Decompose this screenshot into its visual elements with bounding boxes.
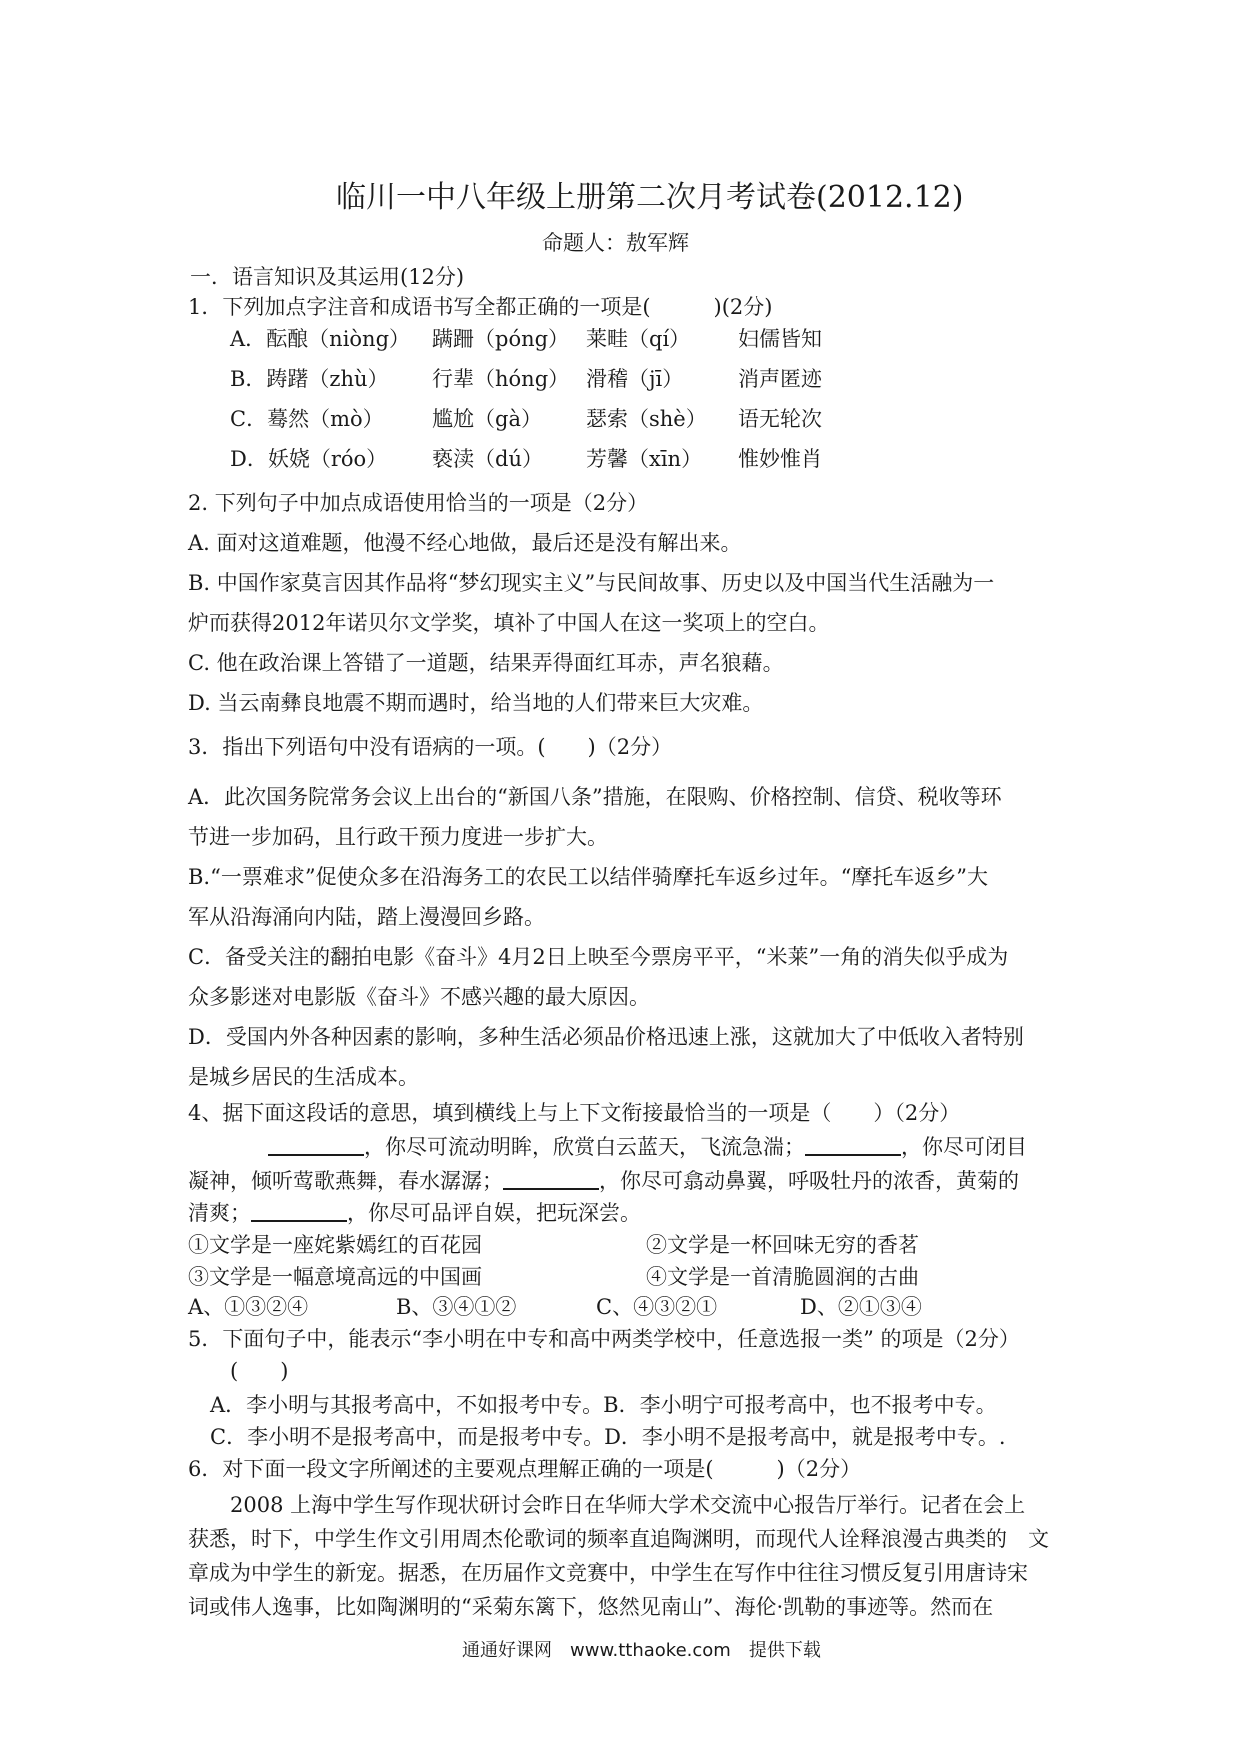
q2-line-3: 炉而获得2012年诺贝尔文学奖，填补了中国人在这一奖项上的空白。 (188, 611, 830, 635)
q1-a-2: 蹒跚（póng） (432, 327, 570, 351)
q4-choice-a: A、①③②④ (188, 1295, 309, 1319)
q1-a-1: A．酝酿（niòng） (230, 327, 411, 351)
q4-text: 清爽； (188, 1201, 251, 1225)
q1-c-2: 尴尬（gà） (432, 407, 542, 431)
q4-stem: 4、据下面这段话的意思，填到横线上与上下文衔接最恰当的一项是（ ）（2分） (188, 1101, 961, 1125)
q1-stem: 1．下列加点字注音和成语书写全都正确的一项是( )(2分) (188, 295, 773, 319)
fill-blank[interactable] (503, 1166, 599, 1190)
q4-item-3: ③文学是一幅意境高远的中国画 (188, 1265, 482, 1289)
q3-line-1: A．此次国务院常务会议上出台的“新国八条”措施，在限购、价格控制、信贷、税收等环 (188, 785, 1002, 809)
q6-line-2: 获悉，时下，中学生作文引用周杰伦歌词的频率直追陶渊明，而现代人诠释浪漫古典类的 文 (188, 1527, 1049, 1551)
q3-line-8: 是城乡居民的生活成本。 (188, 1065, 419, 1089)
q1-b-1: B．踌躇（zhù） (230, 367, 389, 391)
q1-a-4: 妇儒皆知 (738, 327, 822, 351)
q1-b-3: 滑稽（jī） (586, 367, 684, 391)
fill-blank[interactable] (268, 1132, 364, 1156)
q5-stem: 5．下面句子中，能表示“李小明在中专和高中两类学校中，任意选报一类” 的项是（2分） (188, 1327, 1020, 1351)
q4-item-4: ④文学是一首清脆圆润的古曲 (646, 1265, 919, 1289)
q4-passage-line-2 (188, 1166, 1019, 1196)
q5-options-line-1: A．李小明与其报考高中，不如报考中专。B．李小明宁可报考高中，也不报考中专。 (210, 1393, 997, 1417)
q4-text: ，你尽可翕动鼻翼，呼吸牡丹的浓香，黄菊的 (599, 1169, 1019, 1193)
fill-blank[interactable] (251, 1198, 347, 1222)
q3-line-6: 众多影迷对电影版《奋斗》不感兴趣的最大原因。 (188, 985, 650, 1009)
q5-options-line-2: C．李小明不是报考高中，而是报考中专。D．李小明不是报考高中，就是报考中专。. (210, 1425, 1006, 1449)
q4-item-1: ①文学是一座姹紫嫣红的百花园 (188, 1233, 482, 1257)
q4-passage-line-3 (188, 1198, 641, 1228)
q1-d-1: D．妖娆（róo） (230, 447, 388, 471)
q4-item-2: ②文学是一杯回味无穷的香茗 (646, 1233, 919, 1257)
q1-d-3: 芳馨（xīn） (586, 447, 703, 471)
page-title: 临川一中八年级上册第二次月考试卷(2012.12) (336, 180, 964, 215)
q1-b-2: 行辈（hóng） (432, 367, 570, 391)
author-line: 命题人：敖军辉 (542, 231, 689, 255)
q1-b-4: 消声匿迹 (738, 367, 822, 391)
q4-text: ，你尽可品评自娱，把玩深尝。 (347, 1201, 641, 1225)
q4-text: 凝神，倾听莺歌燕舞，春水潺潺； (188, 1169, 503, 1193)
section-heading: 一．语言知识及其运用(12分) (190, 265, 465, 289)
q5-answer-paren: ( ) (230, 1359, 289, 1383)
q4-choice-d: D、②①③④ (800, 1295, 922, 1319)
q6-line-4: 词或伟人逸事，比如陶渊明的“采菊东篱下，悠然见南山”、海伦·凯勒的事迹等。然而在 (188, 1595, 994, 1619)
q1-d-4: 惟妙惟肖 (738, 447, 822, 471)
q3-line-2: 节进一步加码，且行政干预力度进一步扩大。 (188, 825, 608, 849)
q1-c-3: 瑟索（shè） (586, 407, 707, 431)
q3-line-5: C．备受关注的翻拍电影《奋斗》4月2日上映至今票房平平，“米莱”一角的消失似乎成为 (188, 945, 1009, 969)
q1-c-1: C．蓦然（mò） (230, 407, 384, 431)
q2-line-5: D. 当云南彝良地震不期而遇时，给当地的人们带来巨大灾难。 (188, 691, 764, 715)
q6-line-3: 章成为中学生的新宠。据悉，在历届作文竞赛中，中学生在写作中往往习惯反复引用唐诗宋 (188, 1561, 1028, 1585)
q3-line-7: D．受国内外各种因素的影响，多种生活必须品价格迅速上涨，这就加大了中低收入者特别 (188, 1025, 1024, 1049)
q2-line-1: A. 面对这道难题，他漫不经心地做，最后还是没有解出来。 (188, 531, 742, 555)
q1-c-4: 语无轮次 (738, 407, 822, 431)
q3-stem: 3．指出下列语句中没有语病的一项。( )（2分） (188, 735, 673, 759)
q2-line-2: B. 中国作家莫言因其作品将“梦幻现实主义”与民间故事、历史以及中国当代生活融为一 (188, 571, 995, 595)
q1-d-2: 亵渎（dú） (432, 447, 543, 471)
q1-a-3: 莱畦（qí） (586, 327, 691, 351)
q4-text: ，你尽可流动明眸，欣赏白云蓝天，飞流急湍； (364, 1135, 805, 1159)
q4-choice-b: B、③④①② (396, 1295, 517, 1319)
fill-blank[interactable] (805, 1132, 901, 1156)
page-footer: 通通好课网 www.tthaoke.com 提供下载 (462, 1640, 821, 1661)
q6-line-1: 2008 上海中学生写作现状研讨会昨日在华师大学术交流中心报告厅举行。记者在会上 (230, 1493, 1026, 1517)
q2-line-4: C. 他在政治课上答错了一道题，结果弄得面红耳赤，声名狼藉。 (188, 651, 784, 675)
q3-line-3: B.“一票难求”促使众多在沿海务工的农民工以结伴骑摩托车返乡过年。“摩托车返乡”大 (188, 865, 989, 889)
q4-choice-c: C、④③②① (596, 1295, 718, 1319)
q4-text: ，你尽可闭目 (901, 1135, 1027, 1159)
q4-passage-line-1 (268, 1132, 1027, 1162)
q3-line-4: 军从沿海涌向内陆，踏上漫漫回乡路。 (188, 905, 545, 929)
q2-stem: 2. 下列句子中加点成语使用恰当的一项是（2分） (188, 491, 649, 515)
q6-stem: 6．对下面一段文字所阐述的主要观点理解正确的一项是( )（2分） (188, 1457, 862, 1481)
